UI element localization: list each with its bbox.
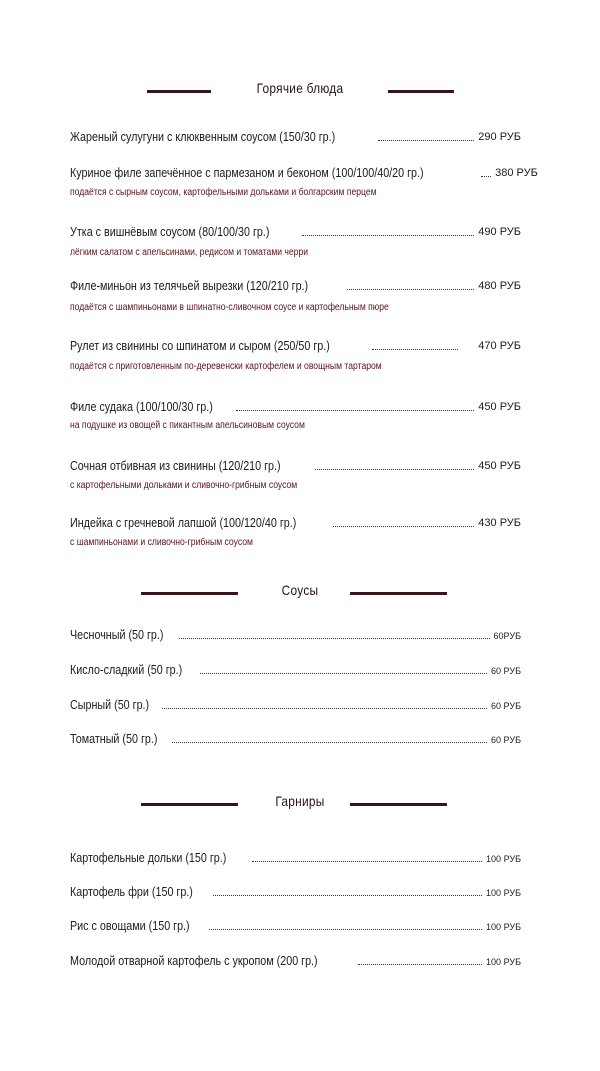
item-price: 450 РУБ [478,401,521,413]
item-description: с картофельными дольками и сливочно-грибным соусом [70,480,298,491]
item-price: 490 РУБ [478,226,521,238]
item-name: Рис с овощами (150 гр.) [70,919,190,933]
item-description: на подушке из овощей с пикантным апельсиновым соусом [70,420,305,431]
item-name: Сырный (50 гр.) [70,698,150,712]
menu-item [70,660,521,678]
menu-item [70,456,521,474]
leader-dots [162,707,487,709]
item-name: Картофель фри (150 гр.) [70,885,193,899]
menu-item [70,513,521,531]
menu-item [70,916,521,934]
item-name: Сочная отбивная из свинины (120/210 гр.) [70,459,281,473]
menu-item [70,625,521,643]
item-price: 380 РУБ [495,167,538,179]
leader-dots [372,348,458,350]
leader-dots [179,637,490,639]
menu-item [70,695,521,713]
item-name: Картофельные дольки (150 гр.) [70,851,227,865]
item-price: 100 РУБ [486,957,521,967]
header-bar-right [350,803,447,806]
leader-dots [172,741,487,743]
leader-dots [378,139,474,141]
leader-dots [358,963,482,965]
leader-dots [481,175,491,177]
menu-item [70,397,521,415]
leader-dots [347,288,474,290]
item-price: 100 РУБ [486,922,521,932]
menu-item [70,127,521,145]
item-price: 60РУБ [493,631,521,641]
item-description: лёгким салатом с апельсинами, редисом и томатами черри [70,247,309,258]
menu-item [70,848,521,866]
leader-dots [236,409,474,411]
item-price: 290 РУБ [478,131,521,143]
leader-dots [302,234,474,236]
item-description: с шампиньонами и сливочно-грибным соусом [70,537,253,548]
section-header-sauces [0,582,600,606]
item-description: подаётся с сырным соусом, картофельными дольками и болгарским перцем [70,187,377,198]
item-description: подаётся с приготовленным по-деревенски картофелем и овощным тартаром [70,361,382,372]
section-title: Соусы [281,582,319,598]
item-name: Молодой отварной картофель с укропом (200 гр.) [70,954,318,968]
item-price: 430 РУБ [478,517,521,529]
item-price: 60 РУБ [491,701,521,711]
item-price: 60 РУБ [491,666,521,676]
header-bar-right [350,592,447,595]
leader-dots [200,672,487,674]
item-name: Утка с вишнёвым соусом (80/100/30 гр.) [70,225,270,239]
section-header-sides [0,793,600,817]
item-name: Куриное филе запечённое с пармезаном и беконом (100/100/40/20 гр.) [70,166,424,180]
leader-dots [252,860,482,862]
item-name: Индейка с гречневой лапшой (100/120/40 гр.) [70,516,297,530]
section-title: Горячие блюда [256,80,344,96]
item-name: Кисло-сладкий (50 гр.) [70,663,183,677]
item-name: Томатный (50 гр.) [70,732,158,746]
item-name: Жареный сулугуни с клюквенным соусом (150/30 гр.) [70,130,336,144]
leader-dots [333,525,474,527]
leader-dots [213,894,482,896]
menu-item [70,951,521,969]
item-price: 480 РУБ [478,280,521,292]
item-name: Рулет из свинины со шпинатом и сыром (250/50 гр.) [70,339,330,353]
menu-item [70,729,521,747]
item-price: 100 РУБ [486,854,521,864]
menu-item [70,336,521,354]
item-name: Филе судака (100/100/30 гр.) [70,400,213,414]
leader-dots [315,468,474,470]
item-name: Чесночный (50 гр.) [70,628,164,642]
item-description: подаётся с шампиньонами в шпинатно-сливочном соусе и картофельным пюре [70,302,389,313]
item-price: 450 РУБ [478,460,521,472]
item-price: 60 РУБ [491,735,521,745]
section-title: Гарниры [275,793,325,809]
leader-dots [209,928,482,930]
section-header-hot-dishes [0,80,600,104]
menu-item [70,882,521,900]
menu-item [70,276,521,294]
item-price: 470 РУБ [478,340,521,352]
item-name: Филе-миньон из телячьей вырезки (120/210 гр.) [70,279,309,293]
header-bar-right [388,90,454,93]
item-price: 100 РУБ [486,888,521,898]
menu-item [70,222,521,240]
menu-item [70,163,538,181]
